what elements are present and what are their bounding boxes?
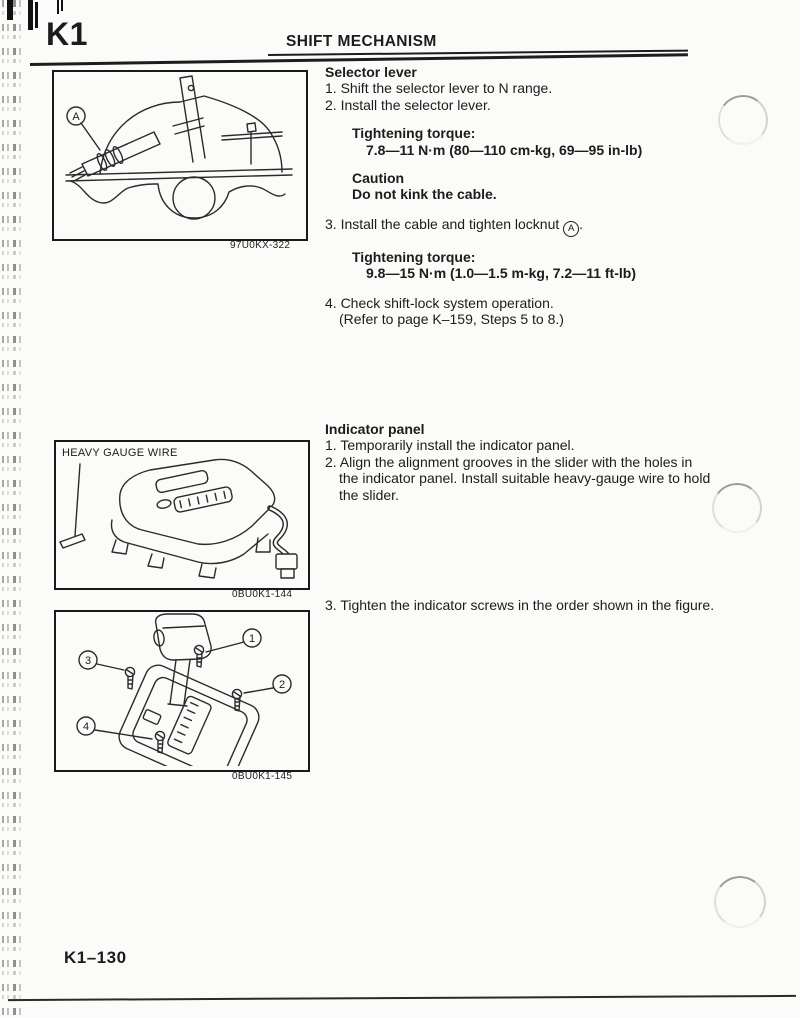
plate — [222, 132, 282, 140]
scan-mark — [7, 0, 13, 20]
figure-selector-lever — [52, 70, 308, 241]
figure-caption: 0BU0K1-144 — [232, 589, 293, 600]
step-item: 2. Align the alignment grooves in the slider with the holes in — [325, 453, 693, 470]
panel-base — [115, 661, 263, 766]
scan-mark — [61, 0, 63, 11]
page-bottom-rule — [8, 995, 796, 1001]
selector-lever-drawing — [54, 72, 302, 235]
torque-label: Tightening torque: — [352, 248, 476, 265]
scan-binding-stripe — [2, 0, 4, 1018]
section-heading: Selector lever — [325, 64, 417, 80]
locknut-callout-a — [67, 107, 100, 150]
step3-text: 3. Install the cable and tighten locknut — [325, 215, 560, 232]
pan-hole — [173, 177, 215, 219]
caution-text: Do not kink the cable. — [352, 186, 497, 203]
step-item-continued: the indicator panel. Install suitable heavy-gauge wire to hold — [339, 470, 711, 487]
page-number: K1–130 — [64, 948, 127, 967]
page-title: SHIFT MECHANISM — [286, 33, 437, 50]
screw-callout-3 — [79, 651, 124, 670]
callout-3-label: 3 — [84, 655, 92, 667]
callout-2-label: 2 — [278, 679, 286, 691]
scan-binding-stripe — [13, 0, 16, 1018]
scan-mark — [57, 0, 59, 14]
figure-caption: 0BU0K1-145 — [232, 771, 293, 782]
step-item-continued: (Refer to page K–159, Steps 5 to 8.) — [339, 311, 564, 328]
scan-mark — [35, 2, 38, 28]
scan-mark — [28, 0, 33, 30]
screw-callout-1 — [206, 629, 261, 652]
mount-foot — [199, 564, 216, 578]
figure-indicator-panel — [54, 440, 310, 590]
torque-value: 9.8—15 N·m (1.0—1.5 m-kg, 7.2—11 ft-lb) — [366, 265, 636, 282]
figure-caption: 97U0KX-322 — [230, 240, 291, 251]
step3-period: . — [579, 215, 584, 232]
bolt — [247, 123, 256, 164]
mount-foot — [256, 538, 270, 552]
pan-wavy-edge — [70, 181, 285, 218]
housing-outline — [100, 96, 282, 174]
step-item: 4. Check shift-lock system operation. — [325, 294, 554, 311]
cable-ring — [103, 148, 116, 167]
mount-foot — [148, 554, 164, 568]
step-item-continued: the slider. — [339, 486, 399, 503]
callout-leader — [81, 123, 100, 150]
callout-a-label: A — [72, 111, 80, 123]
circled-a-icon: A — [563, 221, 579, 237]
indicator-panel-step3 — [325, 597, 797, 613]
step-item — [325, 216, 797, 237]
screw-callout-2 — [244, 675, 291, 693]
callout-1-label: 1 — [248, 633, 256, 645]
indicator-panel-section — [325, 421, 797, 503]
caution-label: Caution — [352, 170, 405, 187]
section-heading: Indicator panel — [325, 421, 425, 437]
screw-callout-4 — [77, 717, 152, 739]
step-item: 3. Tighten the indicator screws in the order shown in the figure. — [325, 597, 715, 613]
cable-ring — [111, 145, 124, 164]
connector — [276, 554, 297, 569]
panel-sticker — [143, 709, 162, 725]
scan-binding-stripe — [7, 0, 9, 1018]
scan-binding-stripe — [19, 0, 21, 1018]
callout-4-label: 4 — [82, 721, 90, 733]
punch-hole-shadow — [711, 873, 770, 932]
screw-order-drawing — [56, 612, 304, 766]
screw-3 — [125, 667, 134, 689]
figure-screw-order — [54, 610, 310, 772]
gear-position-marks — [174, 703, 198, 743]
step-item: 1. Shift the selector lever to N range. — [325, 80, 553, 97]
step-item: 1. Temporarily install the indicator panel. — [325, 437, 575, 454]
heavy-gauge-wire — [60, 534, 85, 548]
torque-label: Tightening torque: — [352, 125, 476, 142]
wire-leader — [75, 464, 80, 536]
wire-label: HEAVY GAUGE WIRE — [62, 447, 178, 459]
selector-lever-section — [325, 64, 797, 327]
step-item: 2. Install the selector lever. — [325, 96, 491, 113]
connector-tab — [281, 569, 294, 578]
lever-hole — [188, 85, 193, 90]
section-code: K1 — [46, 16, 88, 52]
indicator-panel-drawing — [56, 442, 304, 584]
torque-value: 7.8—11 N·m (80—110 cm-kg, 69—95 in-lb) — [366, 141, 643, 158]
